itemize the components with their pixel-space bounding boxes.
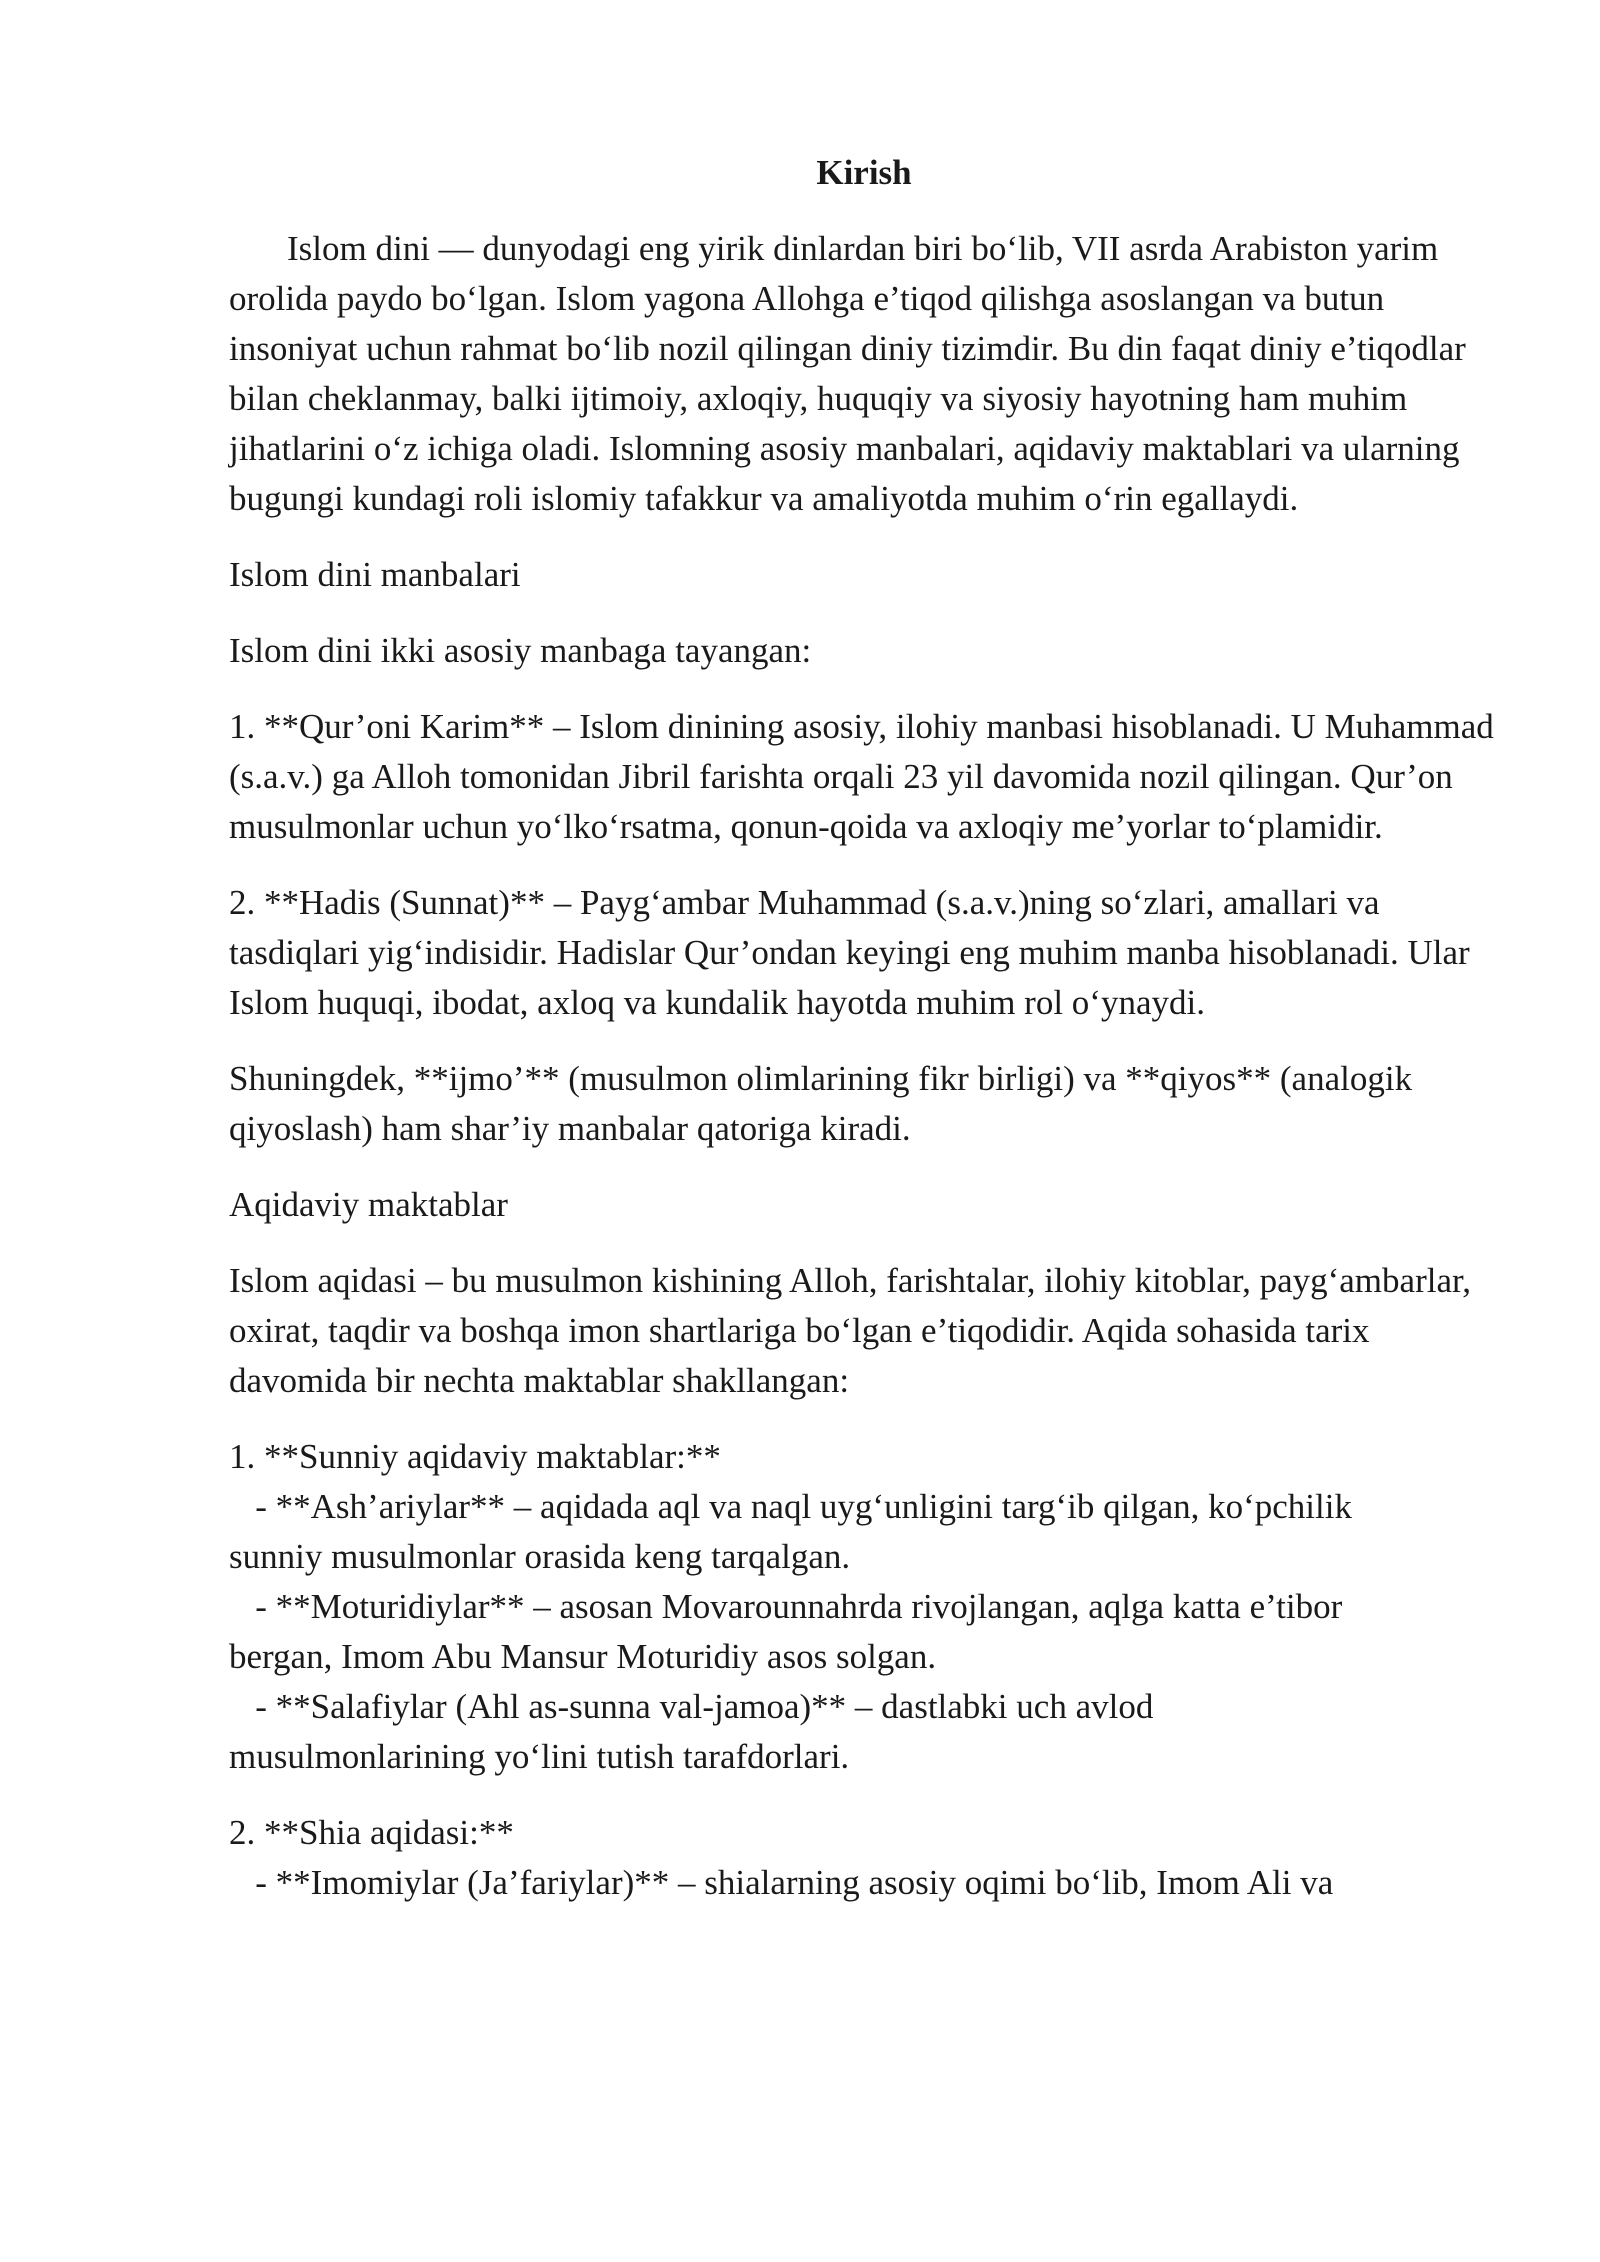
shia-list-header: 2. **Shia aqidasi:** — [229, 1813, 514, 1852]
document-body — [229, 148, 1503, 1934]
shia-schools-list — [229, 1808, 1499, 1908]
section-heading-sources: Islom dini manbalari — [229, 555, 521, 594]
shia-item-imamis-line1: - **Imomiylar (Ja’fariylar)** – shialarning asosiy oqimi bo‘lib, Imom Ali va — [229, 1863, 1334, 1902]
sunni-item-salafis-line2: musulmonlarining yo‘lini tutish tarafdorlari. — [229, 1737, 850, 1776]
sunni-schools-list — [229, 1432, 1499, 1782]
sunni-item-maturidis-line1: - **Moturidiylar** – asosan Movarounnahrda rivojlangan, aqlga katta e’tibor — [229, 1587, 1343, 1626]
sunni-item-maturidis-line2: bergan, Imom Abu Mansur Moturidiy asos solgan. — [229, 1637, 937, 1676]
intro-paragraph: Islom dini — dunyodagi eng yirik dinlardan biri bo‘lib, VII asrda Arabiston yarim orolida paydo bo‘lgan. Islom yagona Allohga e’tiqod qilishga asoslangan va butun insoniyat uchun rahmat bo‘lib nozil qilingan diniy tizimdir. Bu din faqat diniy e’tiqodlar bilan cheklanmay, balki ijtimoiy, axloqiy, huquqiy va siyosiy hayotning ham muhim jihatlarini o‘z ichiga oladi. Islomning asosiy manbalari, aqidaviy maktablari va ularning bugungi kundagi roli islomiy tafakkur va amaliyotda muhim o‘rin egallaydi. — [229, 229, 1475, 518]
schools-lead-paragraph: Islom aqidasi – bu musulmon kishining Alloh, farishtalar, ilohiy kitoblar, payg‘ambarlar, oxirat, taqdir va boshqa imon shartlariga bo‘lgan e’tiqodidir. Aqida sohasida tarix davomida bir nechta maktablar shakllangan: — [229, 1261, 1480, 1400]
sources-lead-paragraph: Islom dini ikki asosiy manbaga tayangan: — [229, 631, 812, 670]
section-heading-schools: Aqidaviy maktablar — [229, 1185, 508, 1224]
sunni-item-salafis-line1: - **Salafiylar (Ahl as-sunna val-jamoa)** – dastlabki uch avlod — [229, 1687, 1154, 1726]
source-ijma-qiyas-paragraph: Shuningdek, **ijmo’** (musulmon olimlarining fikr birligi) va **qiyos** (analogik qiyoslash) ham shar’iy manbalar qatoriga kiradi. — [229, 1059, 1421, 1148]
sunni-item-asharis-line2: sunniy musulmonlar orasida keng tarqalgan. — [229, 1537, 851, 1576]
sunni-list-header: 1. **Sunniy aqidaviy maktablar:** — [229, 1437, 721, 1476]
document-title: Kirish — [816, 153, 912, 192]
source-hadith-paragraph: 2. **Hadis (Sunnat)** – Payg‘ambar Muhammad (s.a.v.)ning so‘zlari, amallari va tasdiqlari yig‘indisidir. Hadislar Qur’ondan keyingi eng muhim manba hisoblanadi. Ular Islom huquqi, ibodat, axloq va kundalik hayotda muhim rol o‘ynaydi. — [229, 883, 1479, 1022]
source-quran-paragraph: 1. **Qur’oni Karim** – Islom dinining asosiy, ilohiy manbasi hisoblanadi. U Muhammad (s.a.v.) ga Alloh tomonidan Jibril farishta orqali 23 yil davomida nozil qilingan. Qur’on musulmonlar uchun yo‘lko‘rsatma, qonun-qoida va axloqiy me’yorlar to‘plamidir. — [229, 707, 1503, 846]
sunni-item-asharis-line1: - **Ash’ariylar** – aqidada aql va naql uyg‘unligini targ‘ib qilgan, ko‘pchilik — [229, 1487, 1352, 1526]
